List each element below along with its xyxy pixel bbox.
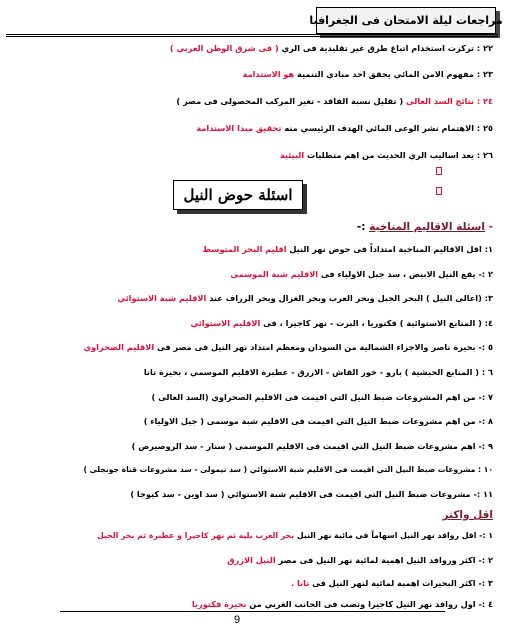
list-item bbox=[243, 68, 493, 80]
subheading-text: اسئلة الاقاليم المناخية bbox=[369, 221, 485, 233]
item-number: ٢ :- bbox=[478, 269, 493, 279]
item-number: ٣: bbox=[484, 293, 493, 303]
list-item bbox=[117, 292, 493, 304]
item-number: ٦ : bbox=[481, 367, 493, 377]
item-text: ( تقليل نسبة الفاقد - تغير المركب المحصولى فى مصر ) bbox=[176, 96, 404, 106]
page-header-box bbox=[309, 7, 503, 34]
item-text: اكثر وروافد النيل اهمية لمائية نهر النيل فى مصر bbox=[275, 555, 476, 565]
item-number: ١٠ : bbox=[478, 465, 493, 474]
footer-rule bbox=[60, 611, 445, 612]
item-number: ١ :- bbox=[479, 531, 493, 540]
item-number: ٢ :- bbox=[478, 555, 493, 565]
checkbox-marker bbox=[436, 187, 442, 195]
item-text: مشروعات ضبط النيل التي اقيمت فى الاقليم شبة الاستوائي ( سد نيمولى - سد مشروعات قناة جونجلى ) bbox=[83, 465, 476, 474]
item-text: من اهم المشروعات ضبط النيل التي اقيمت فى الاقليم الصحراوي (السد العالى ) bbox=[151, 392, 476, 402]
item-answer: النيل الازرق bbox=[227, 555, 276, 565]
item-text: اقل الاقاليم المناخية امتداداً فى حوض نهر النيل bbox=[286, 244, 482, 254]
item-answer: بحر العرب يليه ثم نهر كاجيرا و عطبرة ثم بحر الجبل bbox=[96, 531, 295, 540]
item-text: بحيرة ناصر والاجزاء الشمالية من السودان ومعظم امتداد نهر النيل فى مصر فى bbox=[154, 342, 476, 352]
item-number: ٢٢ : bbox=[476, 43, 493, 53]
item-text: اهم مشروعات ضبط النيل التي اقيمت فى الاقليم الموسمى ( سنار - سد الروصيرص ) bbox=[131, 441, 476, 451]
list-item bbox=[170, 42, 493, 54]
section-title-box bbox=[173, 180, 303, 210]
item-text: اول روافد نهر النيل كاجيرا وتصب فى الجانب الغربي من bbox=[246, 599, 476, 609]
item-answer: ( فى شرق الوطن العربي ) bbox=[169, 43, 279, 53]
list-item bbox=[144, 415, 493, 427]
list-item bbox=[84, 341, 493, 353]
subheading-tail: :- bbox=[356, 221, 366, 233]
item-answer: تانا . bbox=[291, 578, 310, 588]
item-answer: تحقيق مبدا الاستدامة bbox=[196, 123, 282, 133]
item-answer: ٢٤ : نتائج السد العالى bbox=[405, 96, 493, 106]
item-answer: الاقليم شبة الموسمى bbox=[230, 269, 319, 279]
list-item bbox=[190, 317, 493, 329]
item-text: ( المنابع الاستوائية ) فكتوريا ، البرت - نهر كاجيرا ، فى bbox=[260, 318, 482, 328]
header-rule-thin bbox=[6, 36, 498, 37]
list-item bbox=[227, 554, 493, 566]
item-text: يعد اساليب الري الحديث من اهم متطلبات bbox=[304, 150, 475, 160]
item-text: ( المنابع الحبشية ) بارو - خور القاش - الازرق - عطبرة الاقليم الموسمي ، بحيرة تانا bbox=[143, 367, 480, 377]
checkbox-marker bbox=[436, 167, 442, 175]
item-text: مشروعات ضبط النيل التي اقيمت فى الاقليم شبة الاستوائي ( سد اوين - سد كيوجا ) bbox=[130, 489, 471, 499]
subheading-climate bbox=[357, 221, 493, 233]
item-text: اقل روافد نهر النيل اسهاماً فى مائية نهر النيل bbox=[294, 531, 477, 540]
item-number: ٤ :- bbox=[478, 599, 493, 609]
item-answer: البيئية bbox=[279, 150, 305, 160]
subheading-most-least bbox=[442, 509, 493, 521]
item-answer: الاقليم الاستوائي bbox=[190, 318, 261, 328]
item-number: ٩ :- bbox=[478, 441, 493, 451]
list-item bbox=[144, 366, 493, 378]
subheading-bullet: - bbox=[488, 221, 493, 233]
item-number: ٤: bbox=[484, 318, 493, 328]
item-number: ٢٦ : bbox=[476, 150, 493, 160]
list-item bbox=[176, 95, 493, 107]
item-number: ٢٥ : bbox=[476, 123, 493, 133]
item-number: ٥ :- bbox=[478, 342, 493, 352]
list-item bbox=[192, 598, 493, 610]
section-title: اسئلة حوض النيل bbox=[183, 186, 293, 204]
item-answer: هو الاستدامة bbox=[242, 69, 295, 79]
list-item bbox=[152, 391, 494, 403]
list-item bbox=[291, 577, 493, 589]
item-text: مفهوم الامن المائي يحقق احد مبادي التنمية bbox=[294, 69, 475, 79]
list-item bbox=[203, 243, 493, 255]
item-text: تركزت استخدام اتباع طرق غير تقليدية فى الري bbox=[278, 43, 475, 53]
item-text: من اهم مشروعات ضبط النيل التي اقيمت فى الاقليم شبة موسمى ( جبل الاولياء ) bbox=[143, 416, 476, 426]
subheading-text: اقل واكثر bbox=[442, 509, 493, 521]
item-number: ٣ :- bbox=[478, 578, 493, 588]
item-answer: اقليم البحر المتوسط bbox=[202, 244, 287, 254]
list-item bbox=[280, 149, 493, 161]
item-answer: الاقليم شبة الاستوائي bbox=[117, 293, 207, 303]
list-item bbox=[132, 440, 493, 452]
item-number: ١: bbox=[484, 244, 493, 254]
item-number: ٢٣ : bbox=[476, 69, 493, 79]
list-item bbox=[230, 268, 493, 280]
list-item bbox=[196, 122, 493, 134]
header-rule bbox=[6, 34, 498, 35]
page-title: مراجعات ليلة الامتحان فى الجغرافيا bbox=[309, 14, 503, 27]
item-text: اكثر البحيرات اهمية لمائية لنهر النيل فى bbox=[309, 578, 476, 588]
list-item bbox=[97, 530, 493, 542]
item-answer: الاقليم الصحراوي bbox=[83, 342, 155, 352]
page-number: 9 bbox=[234, 614, 241, 626]
list-item bbox=[130, 488, 493, 500]
item-number: ٨ :- bbox=[478, 416, 493, 426]
item-text: الاهتمام نشر الوعى المائي الهدف الرئيسي منه bbox=[281, 123, 475, 133]
item-number: ٧ :- bbox=[478, 392, 493, 402]
item-number: ١١ :- bbox=[473, 489, 493, 499]
list-item bbox=[83, 464, 493, 476]
item-answer: بحيرة فكتوريا bbox=[191, 599, 247, 609]
item-text: يقع النيل الابيض ، سد جبل الاولياء فى bbox=[318, 269, 476, 279]
item-text: (اعالى النيل ) البحر الجبل وبحر العرب وبحر الغزال وبحر الزراف عند bbox=[206, 293, 482, 303]
